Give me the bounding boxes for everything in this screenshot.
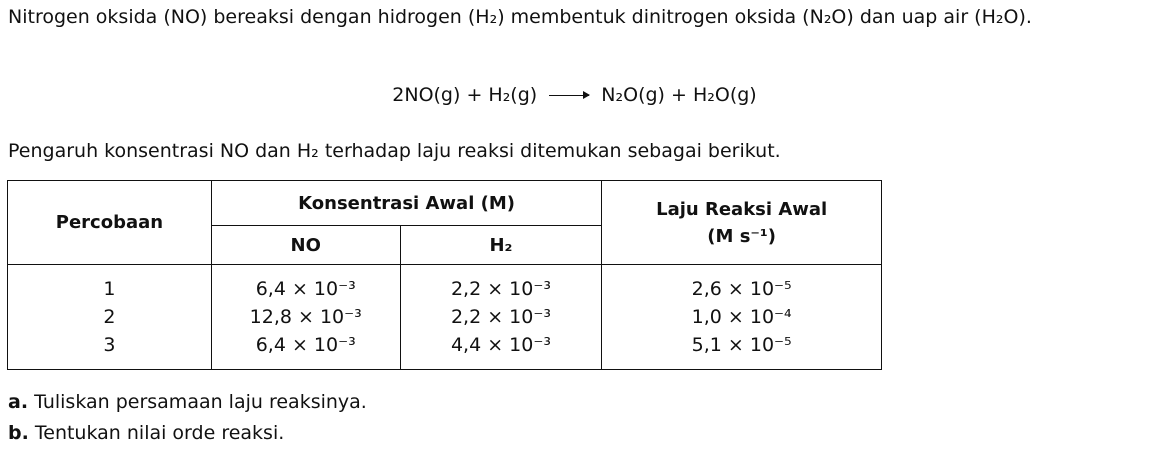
trial-cell: 1 <box>103 278 116 300</box>
intro-paragraph: Nitrogen oksida (NO) bereaksi dengan hidrogen (H₂) membentuk dinitrogen oksida (N₂O) dan uap air (H₂O). <box>8 6 1032 28</box>
h2-cell: 4,4 × 10⁻³ <box>450 334 551 356</box>
no-cell: 12,8 × 10⁻³ <box>249 306 362 328</box>
h2-column <box>400 265 602 370</box>
question-b-text: Tentukan nilai orde reaksi. <box>34 422 285 444</box>
header-no: NO <box>211 226 400 265</box>
h2-cell: 2,2 × 10⁻³ <box>450 278 551 300</box>
header-trial: Percobaan <box>8 181 212 265</box>
reaction-equation <box>0 84 1149 106</box>
equation-products: N₂O(g) + H₂O(g) <box>601 84 757 106</box>
no-cell: 6,4 × 10⁻³ <box>255 334 356 356</box>
header-rate-unit: (M s⁻¹) <box>707 225 777 247</box>
rate-cell: 5,1 × 10⁻⁵ <box>691 334 792 356</box>
header-concentration: Konsentrasi Awal (M) <box>211 181 602 226</box>
rate-column <box>602 265 882 370</box>
question-a-text: Tuliskan persamaan laju reaksinya. <box>34 391 367 413</box>
trial-cell: 2 <box>103 306 116 328</box>
header-rate-title: Laju Reaksi Awal <box>656 198 828 220</box>
h2-cell: 2,2 × 10⁻³ <box>450 306 551 328</box>
trial-cell: 3 <box>103 334 116 356</box>
effect-paragraph: Pengaruh konsentrasi NO dan H₂ terhadap laju reaksi ditemukan sebagai berikut. <box>8 140 781 162</box>
equation-reactants: 2NO(g) + H₂(g) <box>392 84 538 106</box>
trial-column <box>8 265 212 370</box>
rate-cell: 1,0 × 10⁻⁴ <box>691 306 792 328</box>
question-a-label: a. <box>8 391 29 413</box>
reaction-arrow-icon <box>549 95 589 96</box>
table-data-row <box>8 265 882 370</box>
header-h2: H₂ <box>400 226 602 265</box>
rate-cell: 2,6 × 10⁻⁵ <box>691 278 792 300</box>
header-rate <box>602 181 882 265</box>
no-column <box>211 265 400 370</box>
question-b-label: b. <box>8 422 29 444</box>
question-b <box>8 419 284 447</box>
rate-data-table <box>7 180 882 370</box>
question-a <box>8 388 367 416</box>
no-cell: 6,4 × 10⁻³ <box>255 278 356 300</box>
